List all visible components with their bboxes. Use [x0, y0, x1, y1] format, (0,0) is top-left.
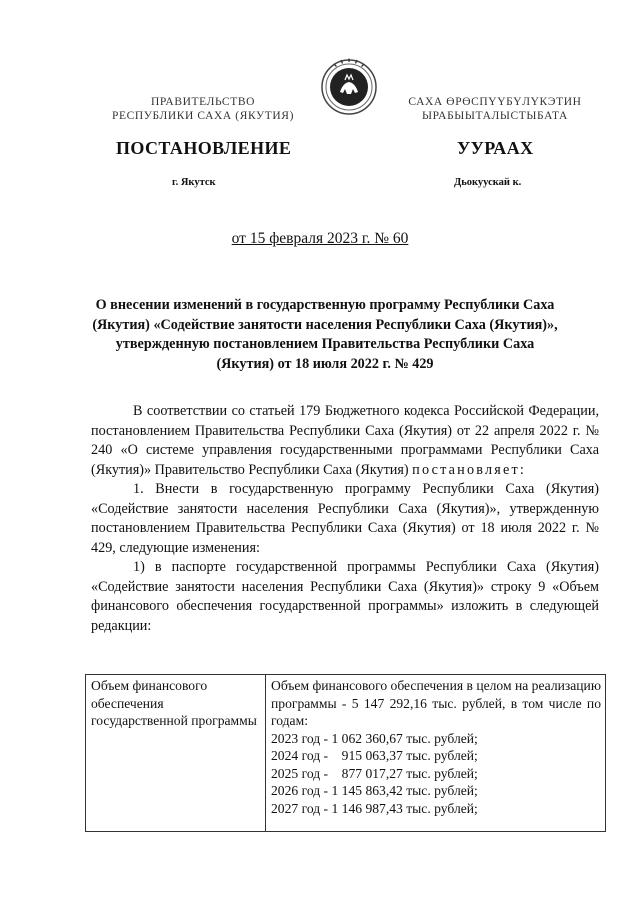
org-line: ПРАВИТЕЛЬСТВО — [151, 96, 255, 108]
paragraph-preamble — [91, 402, 599, 480]
year-amount: 2024 год - 915 063,37 тыс. рублей; — [271, 748, 478, 763]
coat-of-arms-icon — [320, 58, 378, 116]
org-line: РЕСПУБЛИКИ САХА (ЯКУТИЯ) — [111, 110, 294, 122]
decree-word: постановляет: — [412, 461, 527, 478]
year-amount: 2025 год - 877 017,27 тыс. рублей; — [271, 765, 478, 781]
table-cell-value — [266, 675, 606, 832]
financing-table — [85, 674, 606, 832]
city-ru: г. Якутск — [172, 177, 216, 188]
year-amount: 2026 год - 1 145 863,42 тыс. рублей; — [271, 783, 478, 798]
government-name-sakha — [385, 95, 605, 123]
document-number — [0, 230, 640, 248]
paragraph-item-1: 1. Внести в государственную программу Республики Саха (Якутия) «Содействие занятости населения Республики Саха (Якутия)», утвержденную постановлением Правительства Республики Саха (Якутия) от 18 июля 2022 г. № 429, следующие изменения: — [91, 481, 599, 556]
table-cell-label: Объем финансового обеспечения государственной программы — [86, 675, 266, 832]
document-date-number: от 15 февраля 2023 г. № 60 — [231, 230, 409, 247]
org-line: ЫРАБЫЫТАЛЫСТЫБАТА — [422, 110, 568, 122]
table-row — [86, 675, 606, 832]
financing-intro: Объем финансового обеспечения в целом на реализацию программы - 5 147 292,16 тыс. рублей, в том числе по годам: — [271, 678, 601, 728]
document-body — [91, 402, 599, 636]
document-heading: О внесении изменений в государственную программу Республики Саха (Якутия) «Содействие занятости населения Республики Саха (Якутия)», утвержденную постановлением Правительства Республики Саха (Якутия) от 18 июля 2022 г. № 429 — [92, 297, 558, 372]
org-line: САХА ӨРӨСПҮҮБҮЛҮКЭТИН — [408, 96, 582, 108]
city-sakha: Дьокуускай к. — [454, 177, 522, 188]
doc-type-title-sakha: УУРААХ — [457, 138, 534, 158]
preamble-text: В соответствии со статьей 179 Бюджетного кодекса Российской Федерации, постановлением Правительства Республики Саха (Якутия) от 22 апреля 2022 г. № 240 «О системе управления государственными программами Республики Саха (Якутия)» Правительство Республики Саха (Якутия) — [91, 403, 599, 478]
government-name-ru — [93, 95, 313, 123]
year-amount: 2023 год - 1 062 360,67 тыс. рублей; — [271, 730, 478, 746]
year-amount: 2027 год - 1 146 987,43 тыс. рублей; — [271, 800, 478, 816]
doc-type-title-ru: ПОСТАНОВЛЕНИЕ — [116, 138, 292, 158]
paragraph-subitem-1: 1) в паспорте государственной программы Республики Саха (Якутия) «Содействие занятости населения Республики Саха (Якутия)» строку 9 «Объем финансового обеспечения государственной программы» изложить в следующей редакции: — [91, 559, 599, 634]
